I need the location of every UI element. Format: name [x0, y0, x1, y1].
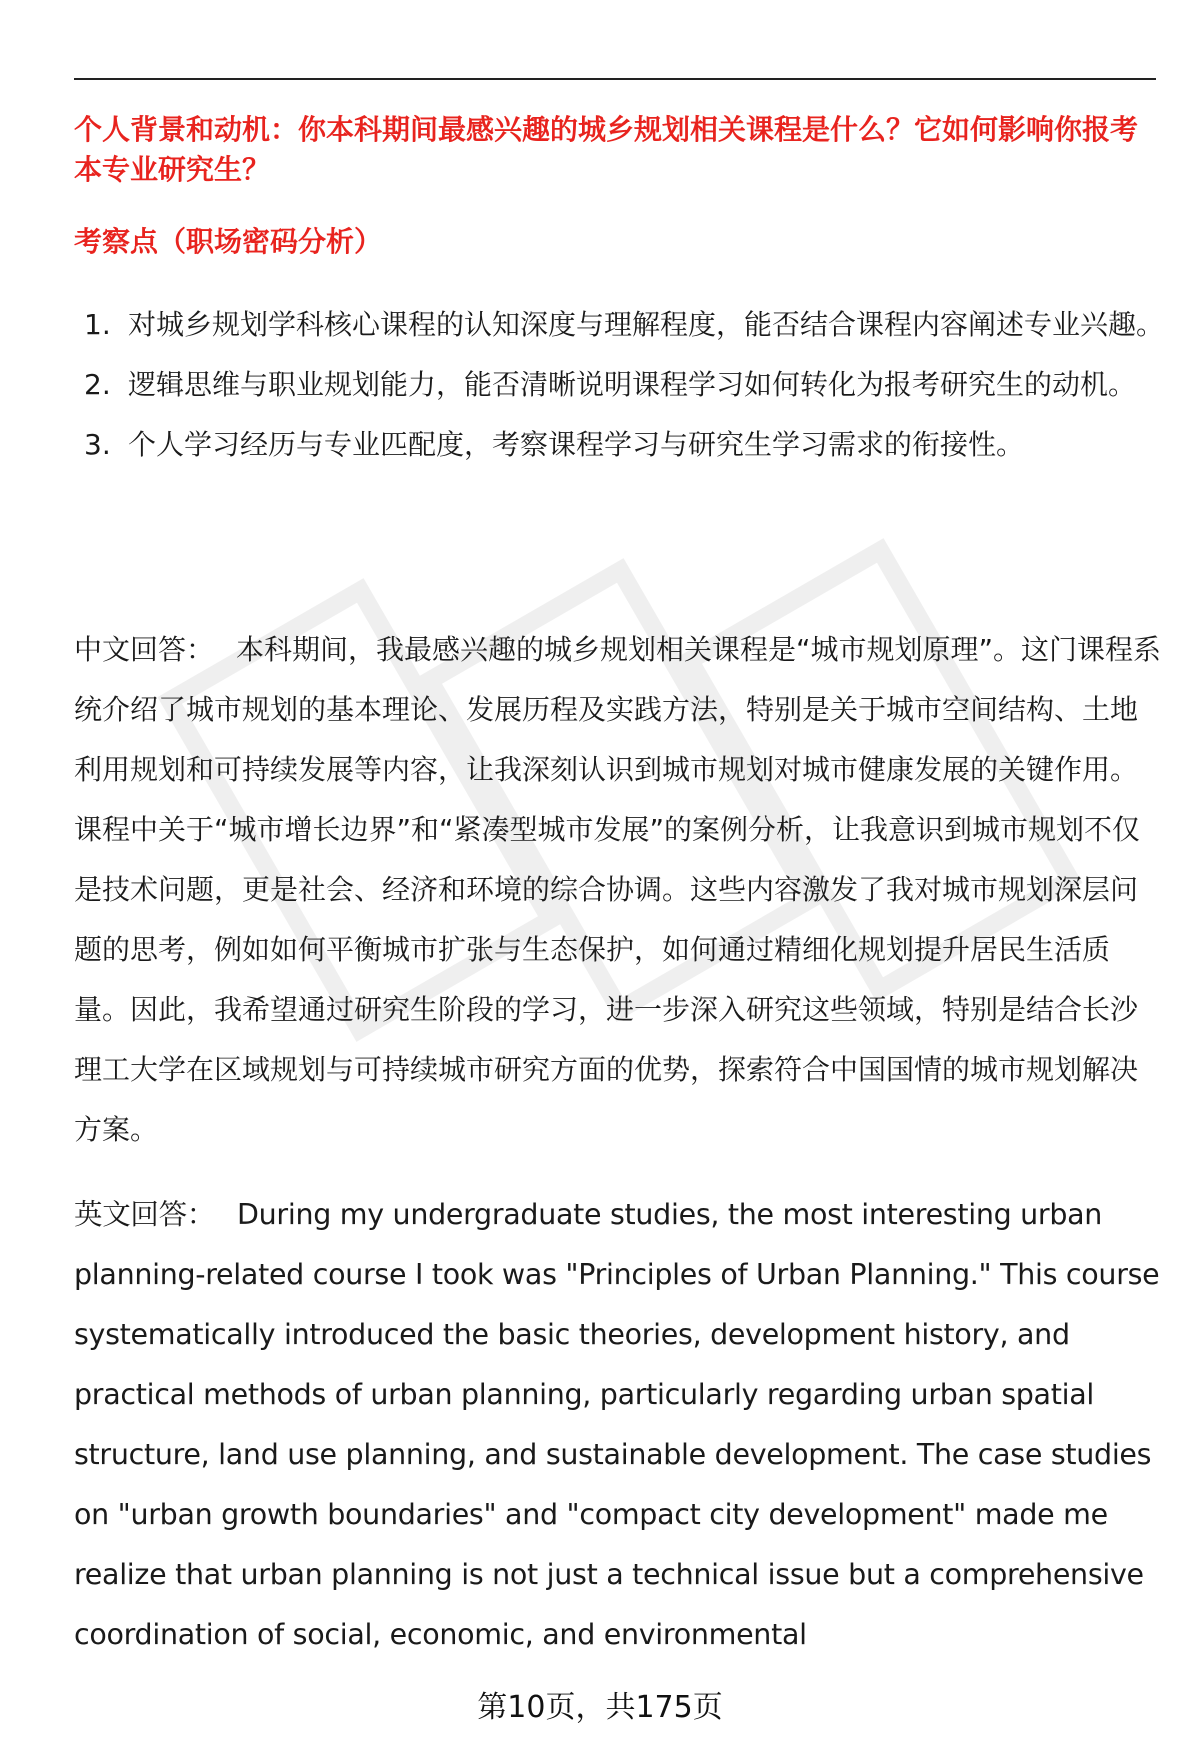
list-item: [74, 415, 1164, 475]
english-answer-text: During my undergraduate studies, the most interesting urban planning-related course I took was "Principles of Urban Planning." This course systematically introduced the basic theories, development history, and practical methods of urban planning, particularly regarding urban spatial structure, land use planning, and sustainable development. The case studies on "urban growth boundaries" and "compact city development" made me realize that urban planning is not just a technical issue but a comprehensive coordination of social, economic, and environmental: [74, 1198, 1160, 1651]
english-answer-label: 英文回答：: [74, 1198, 216, 1231]
chinese-answer: [74, 620, 1164, 1160]
chinese-answer-label: 中文回答：: [74, 633, 215, 666]
list-item: [74, 295, 1164, 355]
section-heading: 考察点（职场密码分析）: [74, 225, 383, 258]
list-item-text: 个人学习经历与专业匹配度，考察课程学习与研究生学习需求的衔接性。: [128, 428, 1025, 461]
chinese-answer-text: 本科期间，我最感兴趣的城乡规划相关课程是“城市规划原理”。这门课程系统介绍了城市规划的基本理论、发展历程及实践方法，特别是关于城市空间结构、土地利用规划和可持续发展等内容，让我深刻认识到城市规划对城市健康发展的关键作用。课程中关于“城市增长边界”和“紧凑型城市发展”的案例分析，让我意识到城市规划不仅是技术问题，更是社会、经济和环境的综合协调。这些内容激发了我对城市规划深层问题的思考，例如如何平衡城市扩张与生态保护，如何通过精细化规划提升居民生活质量。因此，我希望通过研究生阶段的学习，进一步深入研究这些领域，特别是结合长沙理工大学在区域规划与可持续城市研究方面的优势，探索符合中国国情的城市规划解决方案。: [74, 633, 1162, 1146]
list-item: [74, 355, 1164, 415]
list-item-number: 1.: [84, 308, 111, 341]
question-heading: 个人背景和动机：你本科期间最感兴趣的城乡规划相关课程是什么？它如何影响你报考本专业研究生？: [74, 113, 1139, 186]
list-item-text: 对城乡规划学科核心课程的认知深度与理解程度，能否结合课程内容阐述专业兴趣。: [128, 308, 1165, 341]
assessment-points-list: [74, 295, 1164, 475]
page-number-footer: 第10页，共175页: [477, 1690, 723, 1725]
list-item-text: 逻辑思维与职业规划能力，能否清晰说明课程学习如何转化为报考研究生的动机。: [128, 368, 1137, 401]
list-item-number: 2.: [84, 368, 111, 401]
list-item-number: 3.: [84, 428, 111, 461]
top-divider: [74, 78, 1156, 80]
english-answer: [74, 1185, 1164, 1651]
